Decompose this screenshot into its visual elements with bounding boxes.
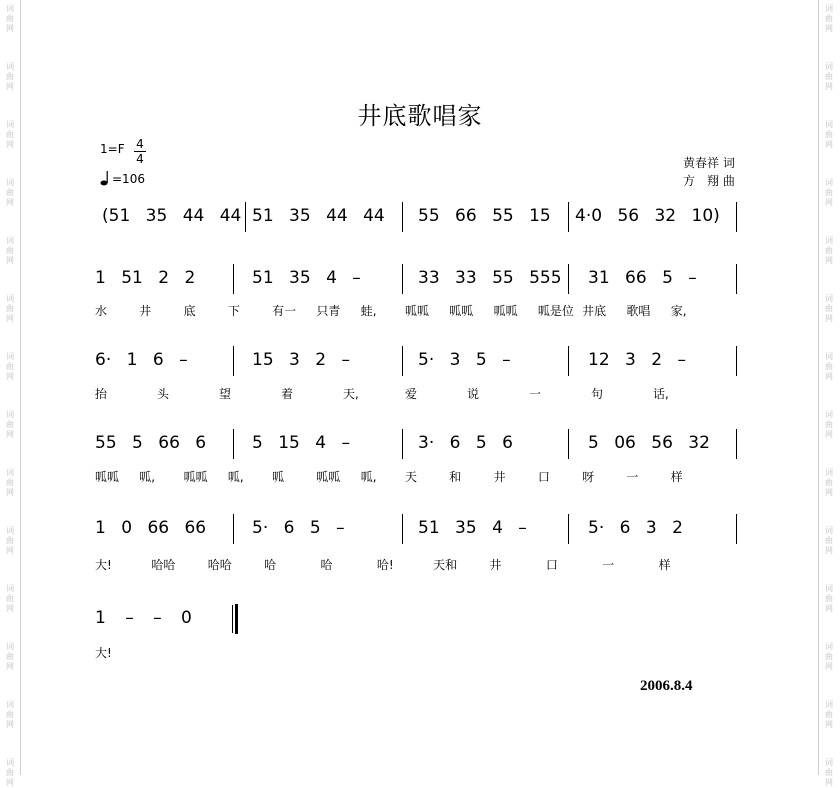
barline <box>233 429 234 459</box>
lyric-syllable: 哈哈 <box>151 558 176 572</box>
lyric-syllable: 井 <box>489 558 502 572</box>
measure-notes: 5 06 56 32 <box>588 433 710 453</box>
barline <box>233 346 234 376</box>
key-signature: 1=F <box>100 142 125 156</box>
lyric-syllable: 呱, <box>139 470 156 484</box>
lyric-syllable: 呱呱 <box>449 304 474 318</box>
quarter-note-icon <box>100 170 110 186</box>
barline <box>736 264 737 294</box>
lyric-syllable: 一 <box>602 558 615 572</box>
lyric-syllable: 句 <box>591 387 604 401</box>
lyric-syllable: 水 <box>95 304 108 318</box>
watermark-text: 词 曲 网 <box>6 758 14 787</box>
lyric-syllable: 呱呱 <box>405 304 430 318</box>
lyric-syllable: 一 <box>529 387 542 401</box>
composer-credit: 方 翔 曲 <box>683 174 735 188</box>
barline <box>736 429 737 459</box>
barline <box>568 514 569 544</box>
lyric-syllable: 呱呱 <box>183 470 208 484</box>
measure-notes: 5· 6 5 – <box>252 518 345 538</box>
lyric-syllable: 呱是位 <box>537 304 574 318</box>
watermark-text: 词 曲 网 <box>825 120 833 149</box>
date-stamp: 2006.8.4 <box>640 678 693 694</box>
barline <box>235 604 238 634</box>
watermark-text: 词 曲 网 <box>6 62 14 91</box>
barline <box>233 264 234 294</box>
measure-notes: 6· 1 6 – <box>95 350 188 370</box>
lyric-syllable: 爱 <box>405 387 418 401</box>
measure-notes: 55 66 55 15 <box>418 206 551 226</box>
lyric-syllable: 大! <box>95 558 112 572</box>
lyric-syllable: 井 <box>139 304 152 318</box>
watermark-text: 词 曲 网 <box>6 236 14 265</box>
measure-notes: 33 33 55 555 <box>418 268 562 288</box>
lyric-syllable: 一 <box>626 470 639 484</box>
measure-notes: 5 15 4 – <box>252 433 350 453</box>
watermark-text: 词 曲 网 <box>6 700 14 729</box>
barline <box>402 429 403 459</box>
barline <box>568 202 569 232</box>
barline <box>402 346 403 376</box>
measure-notes: 3· 6 5 6 <box>418 433 513 453</box>
measure-notes: 51 35 44 44 <box>252 206 385 226</box>
barline <box>233 514 234 544</box>
lyric-syllable: 有一 <box>272 304 297 318</box>
lyric-syllable: 只青 <box>316 304 341 318</box>
barline <box>402 202 403 232</box>
watermark-text: 词 曲 网 <box>6 120 14 149</box>
watermark-text: 词 曲 网 <box>6 4 14 33</box>
watermark-text: 词 曲 网 <box>825 642 833 671</box>
barline <box>736 202 737 232</box>
measure-notes: 5· 3 5 – <box>418 350 511 370</box>
time-denominator: 4 <box>136 152 144 166</box>
lyric-syllable: 呱呱 <box>95 470 120 484</box>
measure-notes: 31 66 5 – <box>588 268 697 288</box>
measure-notes: (51 35 44 44 <box>102 206 242 226</box>
barline <box>568 429 569 459</box>
watermark-text: 词 曲 网 <box>825 352 833 381</box>
measure-notes: 51 35 4 – <box>252 268 361 288</box>
watermark-text: 词 曲 网 <box>6 178 14 207</box>
barline <box>568 346 569 376</box>
measure-notes: 1 51 2 2 <box>95 268 196 288</box>
barline <box>568 264 569 294</box>
lyric-syllable: 大! <box>95 646 112 660</box>
measure-notes: 51 35 4 – <box>418 518 527 538</box>
lyric-syllable: 天, <box>343 387 359 401</box>
measure-notes: 4·0 56 32 10) <box>575 206 720 226</box>
watermark-text: 词 曲 网 <box>825 584 833 613</box>
lyric-syllable: 家, <box>670 304 687 318</box>
watermark-text: 词 曲 网 <box>6 642 14 671</box>
measure-notes: 1 0 66 66 <box>95 518 207 538</box>
lyric-syllable: 呱, <box>227 470 244 484</box>
lyric-syllable: 望 <box>219 387 232 401</box>
watermark-text: 词 曲 网 <box>6 352 14 381</box>
lyric-syllable: 底 <box>183 304 196 318</box>
lyric-syllable: 呀 <box>582 470 595 484</box>
watermark-text: 词 曲 网 <box>825 4 833 33</box>
lyric-syllable: 说 <box>467 387 480 401</box>
lyric-syllable: 天 <box>405 470 418 484</box>
lyric-syllable: 井 <box>493 470 506 484</box>
watermark-text: 词 曲 网 <box>825 700 833 729</box>
lyric-syllable: 井底 <box>582 304 607 318</box>
lyric-syllable: 呱, <box>360 470 377 484</box>
watermark-text: 词 曲 网 <box>825 294 833 323</box>
lyric-syllable: 口 <box>545 558 558 572</box>
time-numerator: 4 <box>136 137 144 151</box>
watermark-text: 词 曲 网 <box>825 468 833 497</box>
lyric-syllable: 着 <box>281 387 294 401</box>
lyric-syllable: 样 <box>670 470 683 484</box>
watermark-text: 词 曲 网 <box>825 178 833 207</box>
barline <box>736 514 737 544</box>
lyric-syllable: 下 <box>227 304 240 318</box>
watermark-text: 词 曲 网 <box>6 584 14 613</box>
barline <box>402 264 403 294</box>
measure-notes: 12 3 2 – <box>588 350 686 370</box>
lyric-syllable: 抬 <box>95 387 108 401</box>
watermark-text: 词 曲 网 <box>825 758 833 787</box>
lyric-syllable: 头 <box>157 387 170 401</box>
time-signature <box>134 138 146 165</box>
watermark-text: 词 曲 网 <box>825 236 833 265</box>
measure-notes: 1 – – 0 <box>95 608 192 628</box>
lyric-syllable: 口 <box>537 470 550 484</box>
watermark-text: 词 曲 网 <box>6 526 14 555</box>
measure-notes: 5· 6 3 2 <box>588 518 683 538</box>
watermark-text: 词 曲 网 <box>6 294 14 323</box>
watermark-text: 词 曲 网 <box>825 410 833 439</box>
lyric-syllable: 蛙, <box>360 304 377 318</box>
watermark-text: 词 曲 网 <box>825 62 833 91</box>
lyric-syllable: 哈哈 <box>207 558 232 572</box>
barline <box>402 514 403 544</box>
lyric-syllable: 话, <box>653 387 669 401</box>
lyric-syllable: 呱 <box>272 470 285 484</box>
measure-notes: 15 3 2 – <box>252 350 350 370</box>
lyric-syllable: 样 <box>658 558 671 572</box>
barline <box>736 346 737 376</box>
tempo-marking: =106 <box>112 172 145 186</box>
lyric-syllable: 哈 <box>320 558 333 572</box>
barline <box>245 202 246 232</box>
lyric-syllable: 哈 <box>264 558 277 572</box>
lyric-syllable: 歌唱 <box>626 304 651 318</box>
lyric-syllable: 哈! <box>376 558 394 572</box>
lyric-syllable: 天和 <box>433 558 458 572</box>
watermark-text: 词 曲 网 <box>6 468 14 497</box>
song-title: 井底歌唱家 <box>357 102 483 130</box>
watermark-text: 词 曲 网 <box>6 410 14 439</box>
watermark-text: 词 曲 网 <box>825 526 833 555</box>
lyric-syllable: 呱呱 <box>493 304 518 318</box>
lyric-syllable: 呱呱 <box>316 470 341 484</box>
measure-notes: 55 5 66 6 <box>95 433 207 453</box>
lyricist-credit: 黄春祥 词 <box>683 156 735 170</box>
lyric-syllable: 和 <box>449 470 462 484</box>
